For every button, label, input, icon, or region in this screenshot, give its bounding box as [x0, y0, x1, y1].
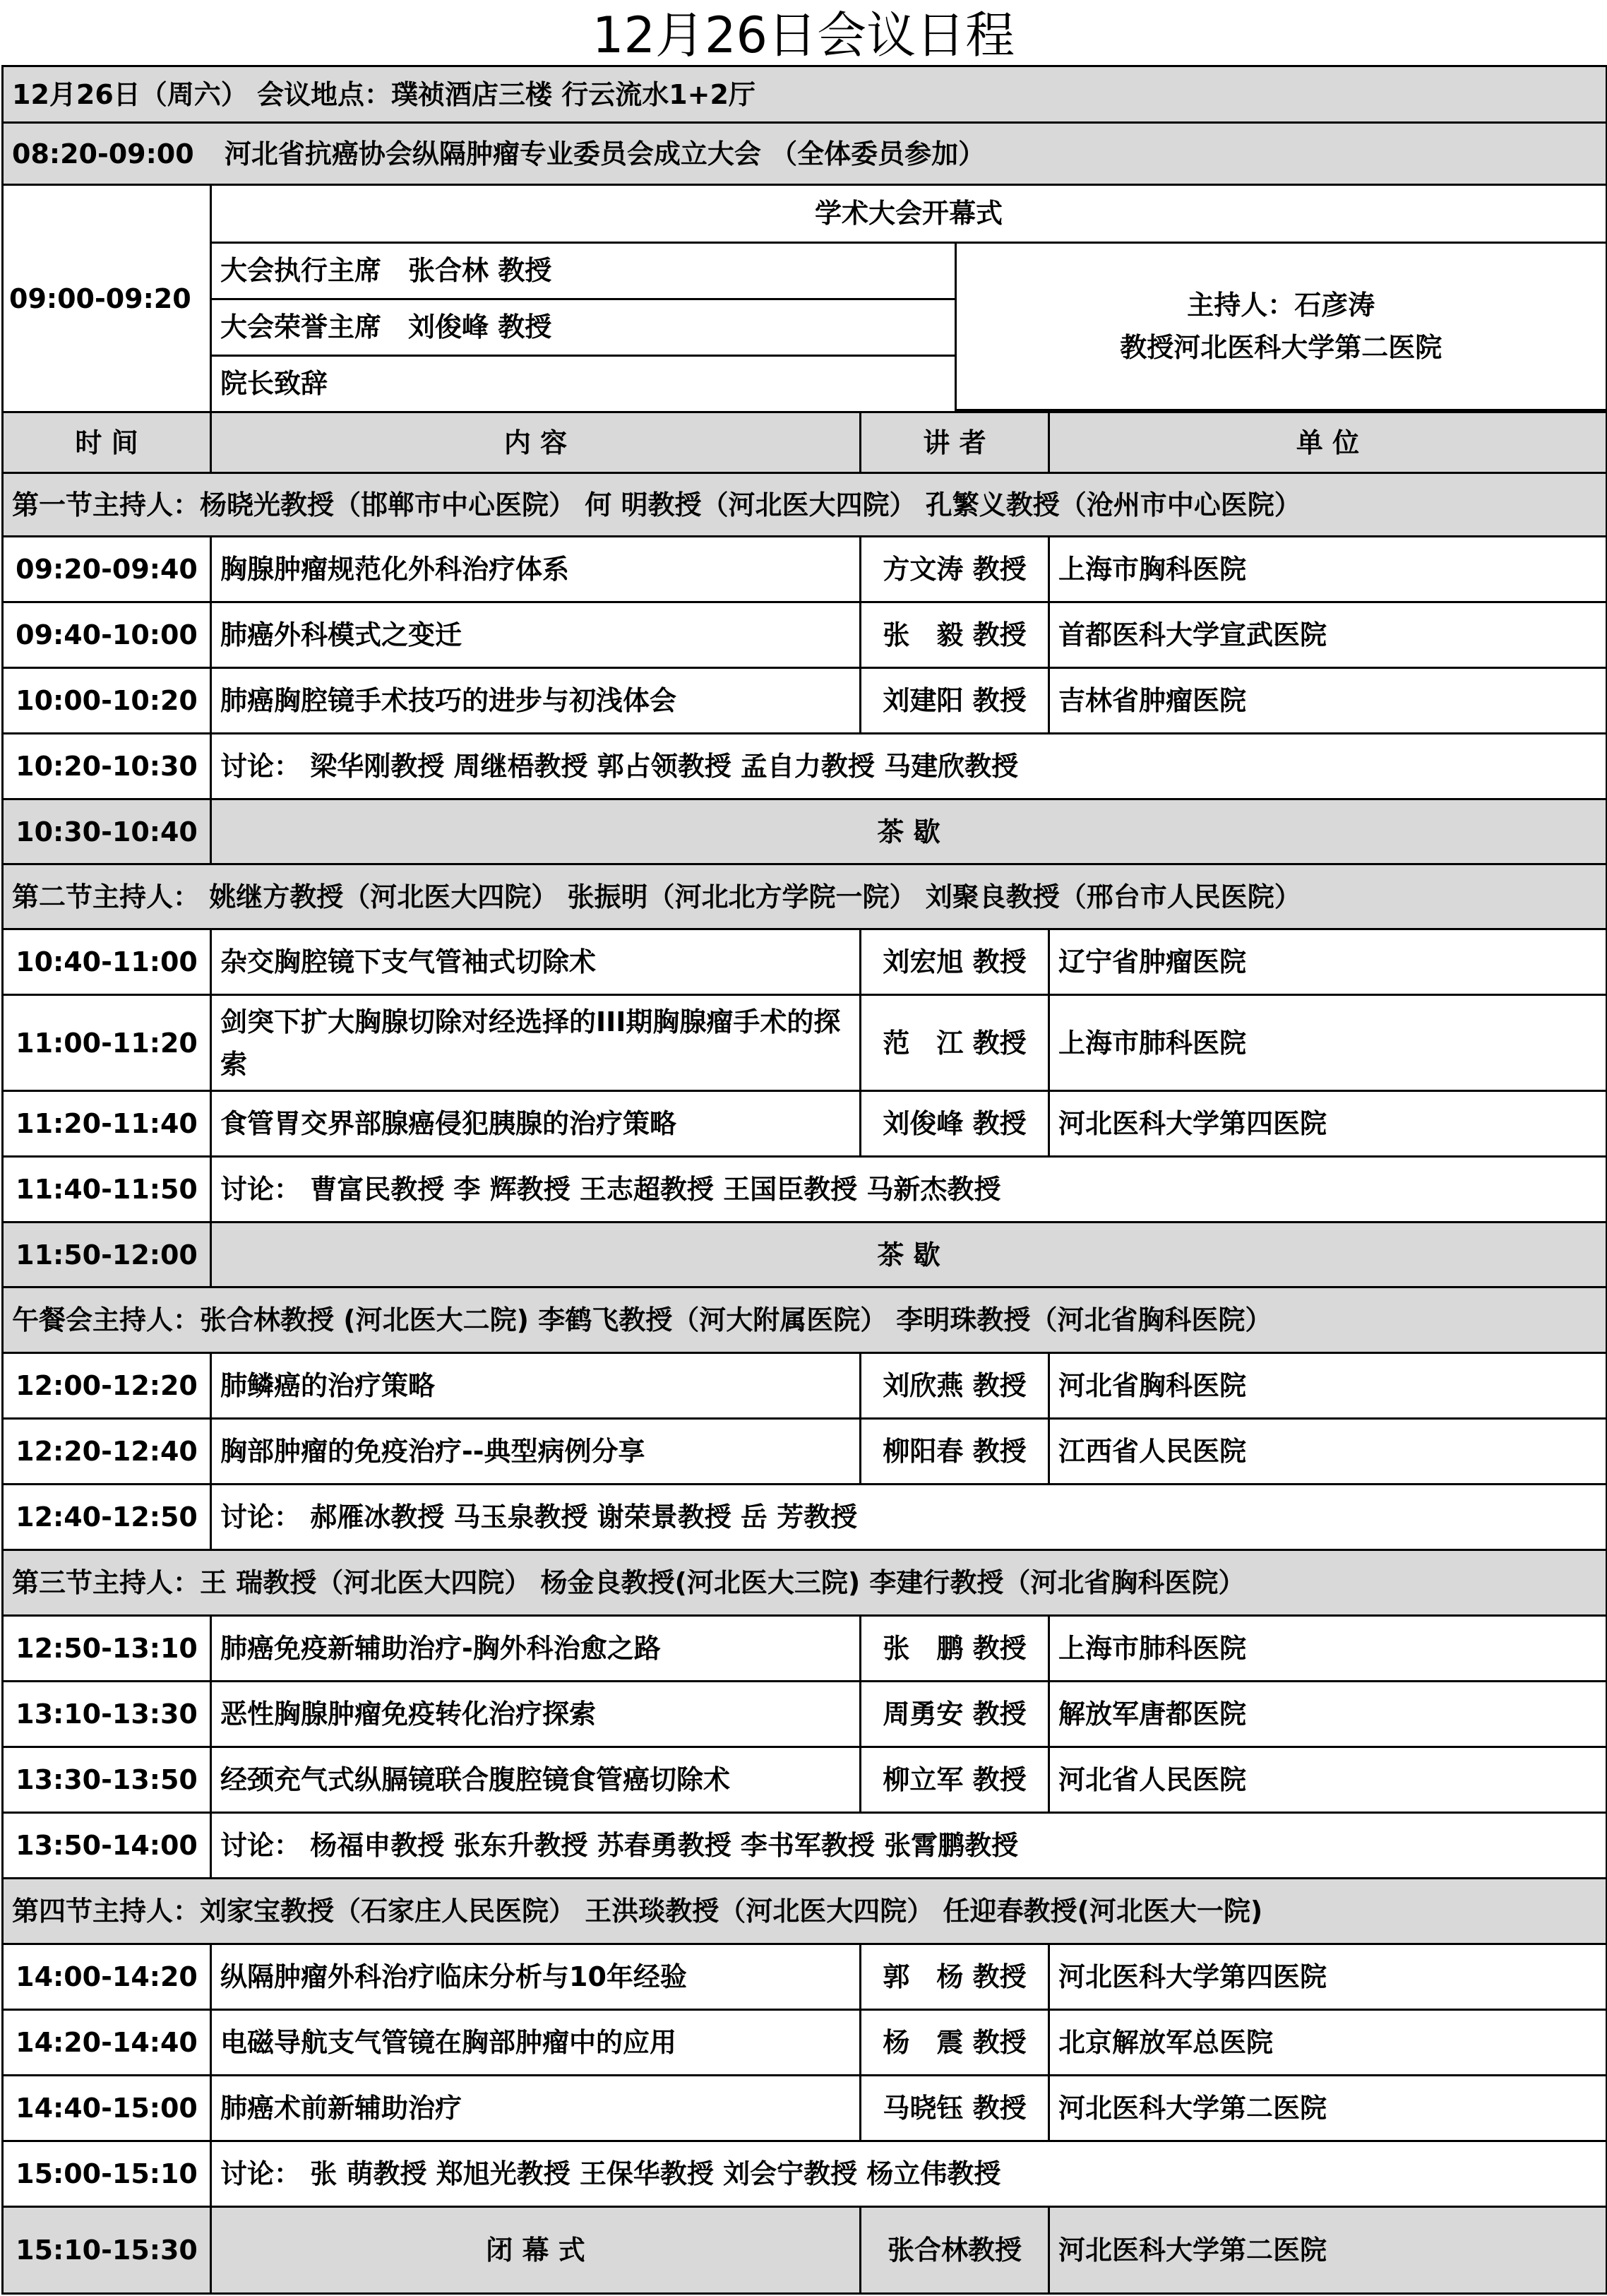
table-row [3, 1419, 1607, 1485]
page-title: 12月26日会议日程 [592, 6, 1015, 64]
section-host-row [3, 473, 1607, 537]
session-speaker: 马晓钰 教授 [861, 2076, 1049, 2141]
discussion-panel: 讨论： 张 萌教授 郑旭光教授 王保华教授 刘会宁教授 杨立伟教授 [211, 2141, 1607, 2207]
table-row [3, 1747, 1607, 1813]
col-header-speaker: 讲 者 [861, 412, 1049, 473]
break-time: 11:50-12:00 [3, 1223, 211, 1287]
session-unit: 上海市肺科医院 [1049, 1616, 1607, 1682]
session-topic: 剑突下扩大胸腺切除对经选择的III期胸腺瘤手术的探索 [211, 995, 861, 1091]
session-topic: 肺鳞癌的治疗策略 [211, 1353, 861, 1419]
section-host-row [3, 1879, 1607, 1944]
session-unit: 上海市胸科医院 [1049, 537, 1607, 602]
session-time: 10:40-11:00 [3, 929, 211, 995]
session-speaker: 范 江 教授 [861, 995, 1049, 1091]
opening-title: 学术大会开幕式 [212, 186, 1606, 242]
table-row [3, 537, 1607, 602]
opening-inner [212, 186, 1606, 411]
table-row [3, 1353, 1607, 1419]
column-header-row [3, 412, 1607, 473]
session-time: 11:20-11:40 [3, 1091, 211, 1157]
session-unit: 河北省胸科医院 [1049, 1353, 1607, 1419]
session-unit: 吉林省肿瘤医院 [1049, 668, 1607, 734]
discussion-panel: 讨论： 梁华刚教授 周继梧教授 郭占领教授 孟自力教授 马建欣教授 [211, 734, 1607, 799]
closing-unit: 河北医科大学第二医院 [1049, 2207, 1607, 2294]
session-time: 09:40-10:00 [3, 602, 211, 668]
founding-time: 08:20-09:00 [12, 138, 194, 169]
col-header-time: 时 间 [3, 412, 211, 473]
session-speaker: 刘宏旭 教授 [861, 929, 1049, 995]
session-unit: 河北医科大学第四医院 [1049, 1944, 1607, 2010]
table-row [3, 1944, 1607, 2010]
session-unit: 解放军唐都医院 [1049, 1682, 1607, 1747]
president-speech: 院长致辞 [212, 355, 955, 410]
session-speaker: 周勇安 教授 [861, 1682, 1049, 1747]
discussion-time: 12:40-12:50 [3, 1485, 211, 1550]
closing-label: 闭 幕 式 [211, 2207, 861, 2294]
session-time: 09:20-09:40 [3, 537, 211, 602]
opening-time: 09:00-09:20 [3, 185, 211, 412]
session-topic: 肺癌免疫新辅助治疗-胸外科治愈之路 [211, 1616, 861, 1682]
discussion-panel: 讨论： 杨福申教授 张东升教授 苏春勇教授 李书军教授 张霄鹏教授 [211, 1813, 1607, 1879]
discussion-time: 11:40-11:50 [3, 1157, 211, 1223]
session-topic: 肺癌术前新辅助治疗 [211, 2076, 861, 2141]
table-row [3, 1091, 1607, 1157]
tea-break-label: 茶 歇 [211, 799, 1607, 864]
discussion-time: 15:00-15:10 [3, 2141, 211, 2207]
session-topic: 食管胃交界部腺癌侵犯胰腺的治疗策略 [211, 1091, 861, 1157]
table-row [3, 929, 1607, 995]
session-unit: 北京解放军总医院 [1049, 2010, 1607, 2076]
session-speaker: 方文涛 教授 [861, 537, 1049, 602]
table-row [3, 668, 1607, 734]
session-unit: 河北省人民医院 [1049, 1747, 1607, 1813]
executive-chair: 大会执行主席 张合林 教授 [212, 242, 955, 299]
date-location: 12月26日（周六） 会议地点：璞祯酒店三楼 行云流水1+2厅 [3, 66, 1607, 123]
session-time: 14:40-15:00 [3, 2076, 211, 2141]
session-time: 13:10-13:30 [3, 1682, 211, 1747]
discussion-row [3, 2141, 1607, 2207]
discussion-time: 13:50-14:00 [3, 1813, 211, 1879]
session-unit: 河北医科大学第四医院 [1049, 1091, 1607, 1157]
session-time: 11:00-11:20 [3, 995, 211, 1091]
session-time: 12:20-12:40 [3, 1419, 211, 1485]
session-time: 12:00-12:20 [3, 1353, 211, 1419]
founding-row [3, 123, 1607, 185]
session-unit: 辽宁省肿瘤医院 [1049, 929, 1607, 995]
session-unit: 江西省人民医院 [1049, 1419, 1607, 1485]
session-speaker: 张 鹏 教授 [861, 1616, 1049, 1682]
lunch-hosts: 午餐会主持人：张合林教授 (河北医大二院) 李鹤飞教授（河大附属医院） 李明珠教授（河北省胸科医院） [3, 1287, 1607, 1353]
session-speaker: 郭 杨 教授 [861, 1944, 1049, 2010]
closing-time: 15:10-15:30 [3, 2207, 211, 2294]
discussion-time: 10:20-10:30 [3, 734, 211, 799]
tea-break-label: 茶 歇 [211, 1223, 1607, 1287]
section1-hosts: 第一节主持人：杨晓光教授（邯郸市中心医院） 何 明教授（河北医大四院） 孔繁义教授（沧州市中心医院） [3, 473, 1607, 537]
discussion-panel: 讨论： 郝雁冰教授 马玉泉教授 谢荣景教授 岳 芳教授 [211, 1485, 1607, 1550]
table-row [3, 602, 1607, 668]
session-speaker: 刘俊峰 教授 [861, 1091, 1049, 1157]
section-host-row [3, 864, 1607, 929]
session-time: 14:00-14:20 [3, 1944, 211, 2010]
opening-host-unit: 教授河北医科大学第二医院 [1120, 331, 1442, 363]
table-row [3, 2076, 1607, 2141]
session-topic: 肺癌外科模式之变迁 [211, 602, 861, 668]
discussion-row [3, 1157, 1607, 1223]
session-speaker: 杨 震 教授 [861, 2010, 1049, 2076]
session-speaker: 柳立军 教授 [861, 1747, 1049, 1813]
section2-hosts: 第二节主持人： 姚继方教授（河北医大四院） 张振明（河北北方学院一院） 刘聚良教授（邢台市人民医院） [3, 864, 1607, 929]
break-row [3, 799, 1607, 864]
session-time: 12:50-13:10 [3, 1616, 211, 1682]
session-time: 10:00-10:20 [3, 668, 211, 734]
table-row [3, 995, 1607, 1091]
break-row [3, 1223, 1607, 1287]
table-row [3, 1616, 1607, 1682]
col-header-unit: 单 位 [1049, 412, 1607, 473]
table-row [3, 1682, 1607, 1747]
schedule-table [1, 65, 1607, 2295]
opening-host-name: 主持人：石彦涛 [1187, 289, 1375, 321]
session-topic: 恶性胸腺肿瘤免疫转化治疗探索 [211, 1682, 861, 1747]
discussion-row [3, 1813, 1607, 1879]
founding-text: 河北省抗癌协会纵隔肿瘤专业委员会成立大会 （全体委员参加） [224, 138, 986, 169]
session-time: 13:30-13:50 [3, 1747, 211, 1813]
table-row [3, 2010, 1607, 2076]
closing-speaker: 张合林教授 [861, 2207, 1049, 2294]
col-header-content: 内 容 [211, 412, 861, 473]
date-location-row [3, 66, 1607, 123]
section3-hosts: 第三节主持人：王 瑞教授（河北医大四院） 杨金良教授(河北医大三院) 李建行教授（河北省胸科医院） [3, 1550, 1607, 1616]
discussion-row [3, 734, 1607, 799]
discussion-row [3, 1485, 1607, 1550]
closing-row [3, 2207, 1607, 2294]
session-topic: 肺癌胸腔镜手术技巧的进步与初浅体会 [211, 668, 861, 734]
session-speaker: 柳阳春 教授 [861, 1419, 1049, 1485]
session-topic: 经颈充气式纵膈镜联合腹腔镜食管癌切除术 [211, 1747, 861, 1813]
session-speaker: 刘建阳 教授 [861, 668, 1049, 734]
section-host-row [3, 1287, 1607, 1353]
session-speaker: 刘欣燕 教授 [861, 1353, 1049, 1419]
section4-hosts: 第四节主持人：刘家宝教授（石家庄人民医院） 王洪琰教授（河北医大四院） 任迎春教授(河北医大一院) [3, 1879, 1607, 1944]
session-unit: 上海市肺科医院 [1049, 995, 1607, 1091]
discussion-panel: 讨论： 曹富民教授 李 辉教授 王志超教授 王国臣教授 马新杰教授 [211, 1157, 1607, 1223]
opening-row [3, 185, 1607, 412]
session-unit: 首都医科大学宣武医院 [1049, 602, 1607, 668]
session-unit: 河北医科大学第二医院 [1049, 2076, 1607, 2141]
session-topic: 胸腺肿瘤规范化外科治疗体系 [211, 537, 861, 602]
break-time: 10:30-10:40 [3, 799, 211, 864]
session-topic: 胸部肿瘤的免疫治疗--典型病例分享 [211, 1419, 861, 1485]
session-topic: 纵隔肿瘤外科治疗临床分析与10年经验 [211, 1944, 861, 2010]
session-time: 14:20-14:40 [3, 2010, 211, 2076]
honorary-chair: 大会荣誉主席 刘俊峰 教授 [212, 299, 955, 355]
session-speaker: 张 毅 教授 [861, 602, 1049, 668]
session-topic: 电磁导航支气管镜在胸部肿瘤中的应用 [211, 2010, 861, 2076]
session-topic: 杂交胸腔镜下支气管袖式切除术 [211, 929, 861, 995]
section-host-row [3, 1550, 1607, 1616]
